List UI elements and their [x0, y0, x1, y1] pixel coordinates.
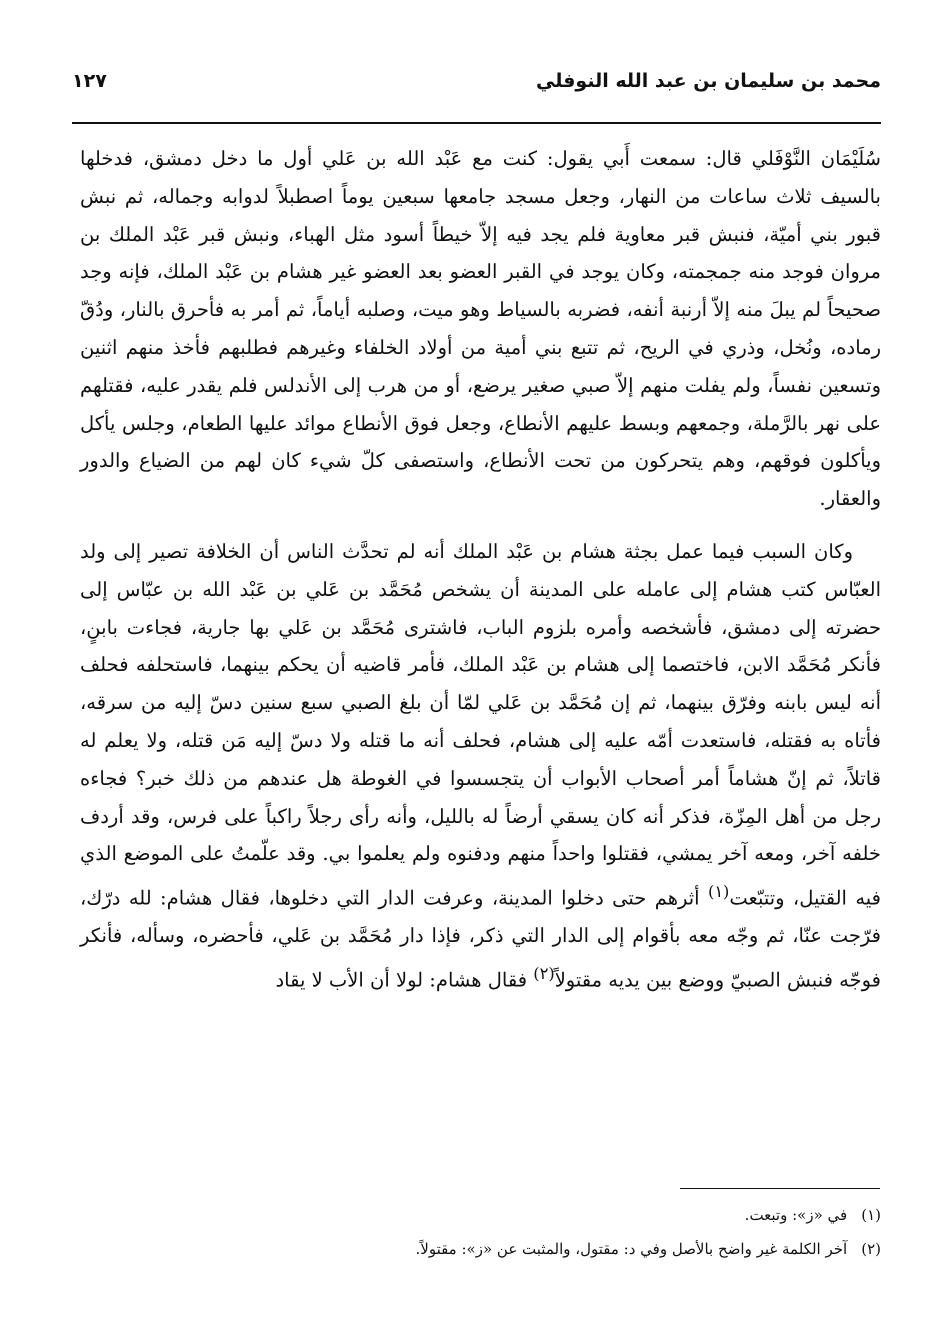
paragraph-1: سُلَيْمَان النَّوْفَلي قال: سمعت أَبي يقول: كنت مع عَبْد الله بن عَلي أول ما دخل دمشق، فدخلها بالسيف ثلاث ساعات من النهار، وجعل مسجد جامعها سبعين يوماً اصطبلاً لدوابه وجماله، ثم نبش قبور بني أميّة، فنبش قبر معاوية فلم يجد فيه إلاّ خيطاً أسود مثل الهباء، ونبش قبر عَبْد الملك بن مروان فوجد منه جمجمته، وكان يوجد في القبر العضو بعد العضو غير هشام بن عَبْد الملك، فإنه وجد صحيحاً لم يبلَ منه إلاّ أرنبة أنفه، فضربه بالسياط وهو ميت، وصلبه أياماً، ثم أمر به فأحرق بالنار، ودُقّ رماده، ونُخل، وذري في الريح، ثم تتبع بني أمية من أولاد الخلفاء وغيرهم فطلبهم فأخذ منهم اثنين وتسعين نفساً، ولم يفلت منهم إلاّ صبي صغير يرضع، أو من هرب إلى الأندلس فلم يقدر عليه، فقتلهم على نهر بالرَّملة، وجمعهم وبسط عليهم الأنطاع، وجعل فوق الأنطاع موائد عليها الطعام، وجلس يأكل ويأكلون فوقهم، وهم يتحركون من تحت الأنطاع، واستصفى كلّ شيء كان لهم من الضياع والدور والعقار.	[80, 147, 881, 511]
footnote-2	[300, 1232, 881, 1266]
paragraph-2	[80, 533, 881, 1000]
footnote-2-text: آخر الكلمة غير واضح بالأصل وفي د: مقتول، والمثبت عن «ز»: مقتولاً.	[415, 1240, 848, 1258]
paragraph-2-part-c: فقال هشام: لولا أن الأب لا يقاد	[275, 968, 534, 992]
paragraph-2-part-a: وكان السبب فيما عمل بجثة هشام بن عَبْد الملك أنه لم تحدَّث الناس أن الخلافة تصير إلى ولد العبّاس كتب هشام إلى عامله على المدينة أن يشخص مُحَمَّد بن عَلي بن عَبْد الله بن عبّاس إلى حضرته إلى دمشق، فأشخصه وأمره بلزوم الباب، فاشترى مُحَمَّد بن عَلي بها جارية، فجاءت بابنٍ، فأنكر مُحَمَّد الابن، فاختصما إلى هشام بن عَبْد الملك، فأمر قاضيه أن يحكم بينهما، فاستحلفه فحلف أنه ليس بابنه وفرّق بينهما، ثم إن مُحَمَّد بن عَلي لمّا أن بلغ الصبي سبع سنين دسّ إليه من سرقه، فأتاه به فقتله، فاستعدت أمّه عليه إلى هشام، فحلف أنه ما قتله ولا دسّ إليه مَن قتله، ولا يعلم له قاتلاً، ثم إنّ هشاماً أمر أصحاب الأبواب أن يتجسسوا في الغوطة هل عندهم من ذلك خبر؟ فجاءه رجل من أهل المِزّة، فذكر أنه كان يسقي أرضاً له بالليل، وأنه رأى رجلاً راكباً على فرس، وقد أردف خلفه آخر، ومعه آخر يمشي، فقتلوا واحداً منهم ودفنوه ولم يعلموا بي. وقد علّمتُ على الموضع الذي فيه القتيل، وتتبّعت	[80, 539, 882, 910]
footnote-1	[300, 1198, 881, 1232]
footnote-1-number: (١)	[861, 1206, 881, 1224]
footnote-2-number: (٢)	[861, 1240, 881, 1258]
footnote-rule	[680, 1188, 880, 1189]
footnotes	[300, 1198, 881, 1266]
page-number: ١٢٧	[72, 70, 107, 92]
footnote-1-text: في «ز»: وتبعت.	[744, 1206, 848, 1224]
paragraph-2-part-b: أثرهم حتى دخلوا المدينة، وعرفت الدار التي دخلوها، فقال هشام: لله درّك، فرّجت عنّا، ثم وجّه معه بأقوام إلى الدار التي ذكر، فإذا دار مُحَمَّد بن عَلي، فأحضره، وسأله، فأنكر فوجّه فنبش الصبيّ ووضع بين يديه مقتولاً	[80, 886, 881, 992]
header-rule	[72, 122, 881, 124]
footnote-marker-2: (٢)	[533, 964, 555, 984]
page-header	[72, 64, 881, 108]
running-title: محمد بن سليمان بن عبد الله النوفلي	[536, 70, 881, 92]
footnote-marker-1: (١)	[707, 882, 730, 902]
main-text	[80, 140, 881, 1000]
